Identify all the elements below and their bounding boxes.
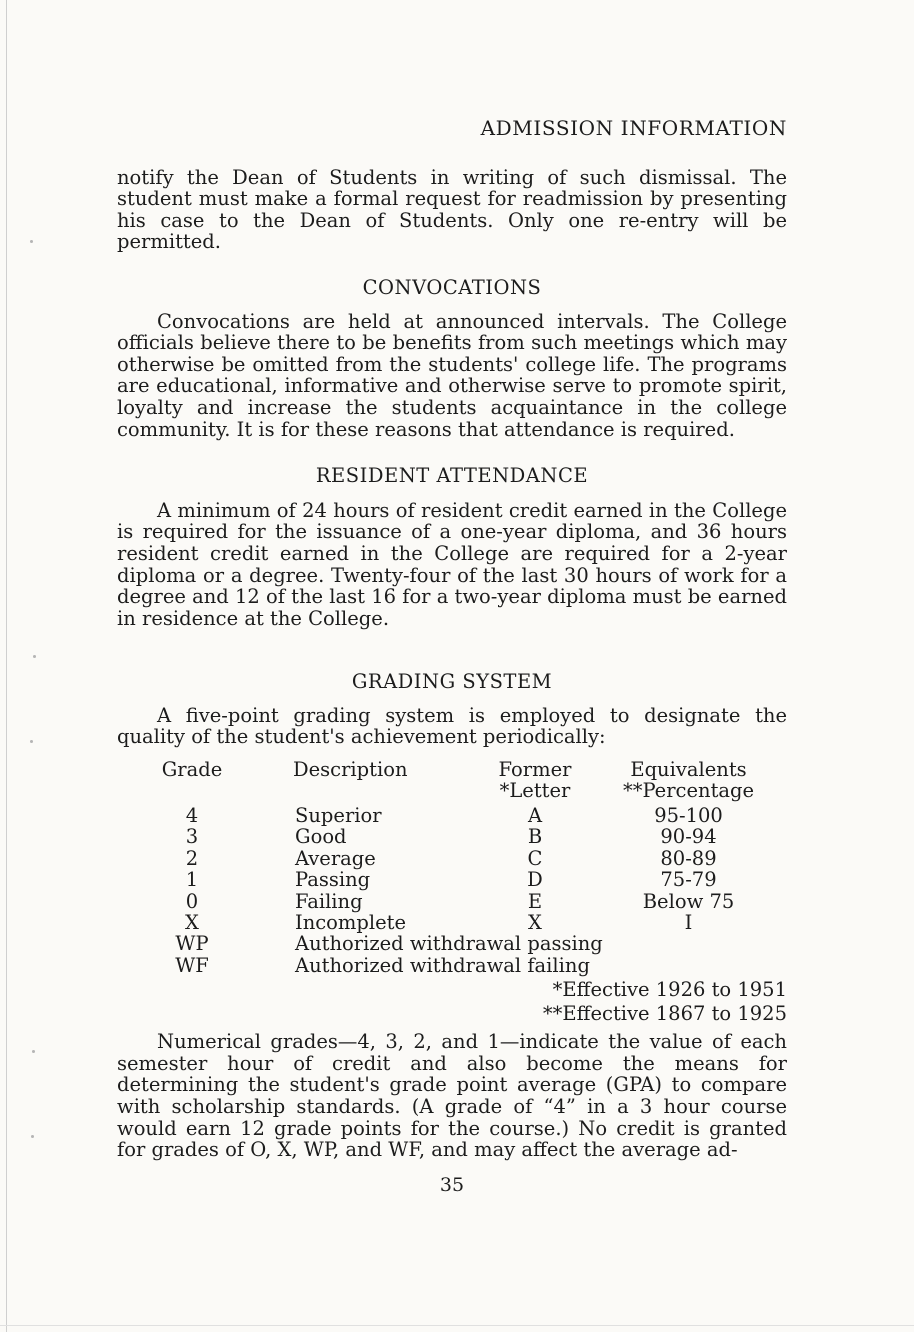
- intro-paragraph: notify the Dean of Students in writing of such dismissal. The student must make a formal request for readmission by presenting his case to the Dean of Students. Only one re-entry will be permitted.: [117, 165, 787, 254]
- table-row: [117, 826, 787, 847]
- table-row: [117, 955, 787, 976]
- percentage-cell: Below 75: [642, 889, 735, 913]
- letter-cell: C: [527, 846, 543, 870]
- header-former: Former: [498, 758, 572, 782]
- header-percentage: **Percentage: [622, 779, 755, 803]
- letter-cell: D: [527, 868, 543, 892]
- resident-attendance-heading: RESIDENT ATTENDANCE: [315, 464, 589, 488]
- grade-cell: WF: [175, 953, 209, 977]
- header-grade: Grade: [161, 758, 223, 782]
- table-row: [117, 891, 787, 912]
- description-cell: Failing: [295, 889, 363, 913]
- letter-cell: B: [527, 825, 543, 849]
- page-left-edge: [6, 0, 7, 1332]
- scan-speck: [32, 1050, 35, 1053]
- letter-cell: X: [528, 910, 542, 934]
- grade-cell: 1: [185, 868, 199, 892]
- convocations-body: Convocations are held at announced intervals. The College officials believe there to be benefits from such meetings which may otherwise be omitted from the students' college life. The programs are educational, informative and otherwise serve to promote spirit, loyalty and increase the students acquaintance in the college community. It is for these reasons that attendance is required.: [117, 309, 787, 441]
- percentage-cell: 95-100: [654, 803, 723, 827]
- letter-cell: A: [527, 803, 543, 827]
- description-cell: Incomplete: [295, 910, 407, 934]
- footnote-percentage: **Effective 1867 to 1925: [542, 1002, 787, 1026]
- header-equivalents: Equivalents: [630, 758, 747, 782]
- grade-cell: X: [185, 910, 199, 934]
- percentage-cell: 80-89: [660, 846, 717, 870]
- scan-speck: [30, 240, 33, 243]
- scan-speck: [31, 1135, 34, 1138]
- grade-cell: WP: [175, 932, 209, 956]
- description-cell: Authorized withdrawal failing: [295, 953, 590, 977]
- page-content: [117, 118, 787, 1196]
- table-footnotes: [117, 978, 787, 1026]
- running-head: ADMISSION INFORMATION: [480, 116, 787, 140]
- table-row: [117, 805, 787, 826]
- description-cell: Good: [295, 825, 347, 849]
- grading-system-intro: A five-point grading system is employed to designate the quality of the student's achievement periodically:: [117, 703, 787, 749]
- page-number: 35: [439, 1173, 465, 1196]
- scan-speck: [30, 740, 33, 743]
- table-row: [117, 912, 787, 933]
- table-row: [117, 869, 787, 890]
- percentage-cell: 75-79: [660, 868, 717, 892]
- header-description: Description: [293, 758, 408, 782]
- percentage-cell: I: [684, 910, 693, 934]
- grade-cell: 4: [185, 803, 199, 827]
- grade-cell: 0: [185, 889, 199, 913]
- table-row: [117, 848, 787, 869]
- table-subheader-row: [117, 780, 787, 801]
- grading-explanation: Numerical grades—4, 3, 2, and 1—indicate the value of each semester hour of credit and also become the means for determining the student's grade point average (GPA) to compare with scholarship standards. (A grade of “4” in a 3 hour course would earn 12 grade points for the course.) No credit is granted for grades of O, X, WP, and WF, and may affect the average ad-: [117, 1030, 787, 1162]
- convocations-heading: CONVOCATIONS: [362, 275, 542, 299]
- table-header-row: [117, 759, 787, 780]
- grading-table: [117, 759, 787, 976]
- page-bottom-edge: [0, 1325, 914, 1326]
- grade-cell: 2: [185, 846, 199, 870]
- resident-attendance-body: A minimum of 24 hours of resident credit earned in the College is required for the issuance of a one-year diploma, and 36 hours resident credit earned in the College are required for a 2-year diploma or a degree. Twenty-four of the last 30 hours of work for a degree and 12 of the last 16 for a two-year diploma must be earned in residence at the College.: [117, 498, 787, 630]
- scan-speck: [33, 655, 36, 658]
- description-cell: Authorized withdrawal passing: [295, 932, 603, 956]
- grading-system-heading: GRADING SYSTEM: [351, 670, 553, 694]
- description-cell: Average: [295, 846, 376, 870]
- percentage-cell: 90-94: [660, 825, 717, 849]
- grade-cell: 3: [185, 825, 199, 849]
- header-letter: *Letter: [499, 779, 571, 803]
- table-row: [117, 933, 787, 954]
- letter-cell: E: [527, 889, 543, 913]
- footnote-letter: *Effective 1926 to 1951: [552, 978, 787, 1002]
- description-cell: Superior: [295, 803, 382, 827]
- description-cell: Passing: [295, 868, 371, 892]
